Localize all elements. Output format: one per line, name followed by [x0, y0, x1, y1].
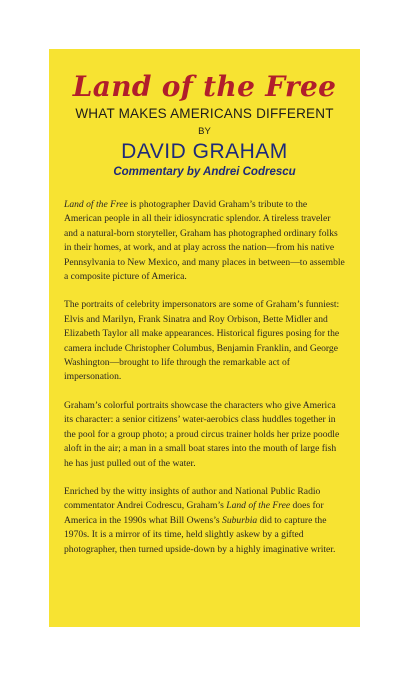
paragraph-4 [64, 485, 345, 557]
blurb-text [64, 198, 345, 557]
inline-book-title: Land of the Free [226, 500, 291, 512]
author-name: DAVID GRAHAM [121, 140, 288, 163]
paragraph-3: Graham’s colorful portraits showcase the characters who give America its character: a senior citizens’ water-aerobics class huddles together in the pool for a group photo; a proud circus trainer holds her prize poodle aloft in the air; a man in a small boat stares into the mouth of large fish he has just pulled out of the water. [64, 399, 340, 469]
book-subtitle: WHAT MAKES AMERICANS DIFFERENT [75, 106, 334, 121]
book-back-cover [49, 49, 360, 627]
inline-book-title-suburbia: Suburbia [222, 514, 258, 526]
commentary-credit: Commentary by Andrei Codrescu [113, 166, 296, 178]
paragraph-4-text-1: Enriched by the witty insights of author and National Public Radio commentator Andrei Codrescu, Graham’s [64, 485, 321, 512]
paragraph-4-text-2: does for America in the 1990s what Bill Owens’s [64, 500, 324, 526]
paragraph-1 [64, 198, 345, 284]
by-line: BY [198, 126, 211, 137]
paragraph-2: The portraits of celebrity impersonators are some of Graham’s funniest: Elvis and Marilyn, Frank Sinatra and Roy Orbison, Bette Midler and Elizabeth Taylor all make appearances. Historical figures posing for the camera include Christopher Columbus, Benjamin Franklin, and George Washington—brought to life through the remarkable act of impersonation. [64, 299, 340, 383]
book-title: Land of the Free [72, 70, 337, 103]
inline-book-title: Land of the Free [64, 199, 128, 210]
paragraph-1-text: is photographer David Graham’s tribute to the American people in all their idiosyncratic splendor. A tireless traveler and a natural-born storyteller, Graham has photographed ordinary folks in their homes, at work, and at play across the nation—from his native Pennsylvania to New Mexico, and many places in between—to assemble a composite picture of America. [64, 199, 345, 283]
paragraph-4-text-3: did to capture the 1970s. It is a mirror of its time, held slightly askew by a gifted photographer, then turned upside-down by a highly imaginative writer. [64, 514, 336, 555]
